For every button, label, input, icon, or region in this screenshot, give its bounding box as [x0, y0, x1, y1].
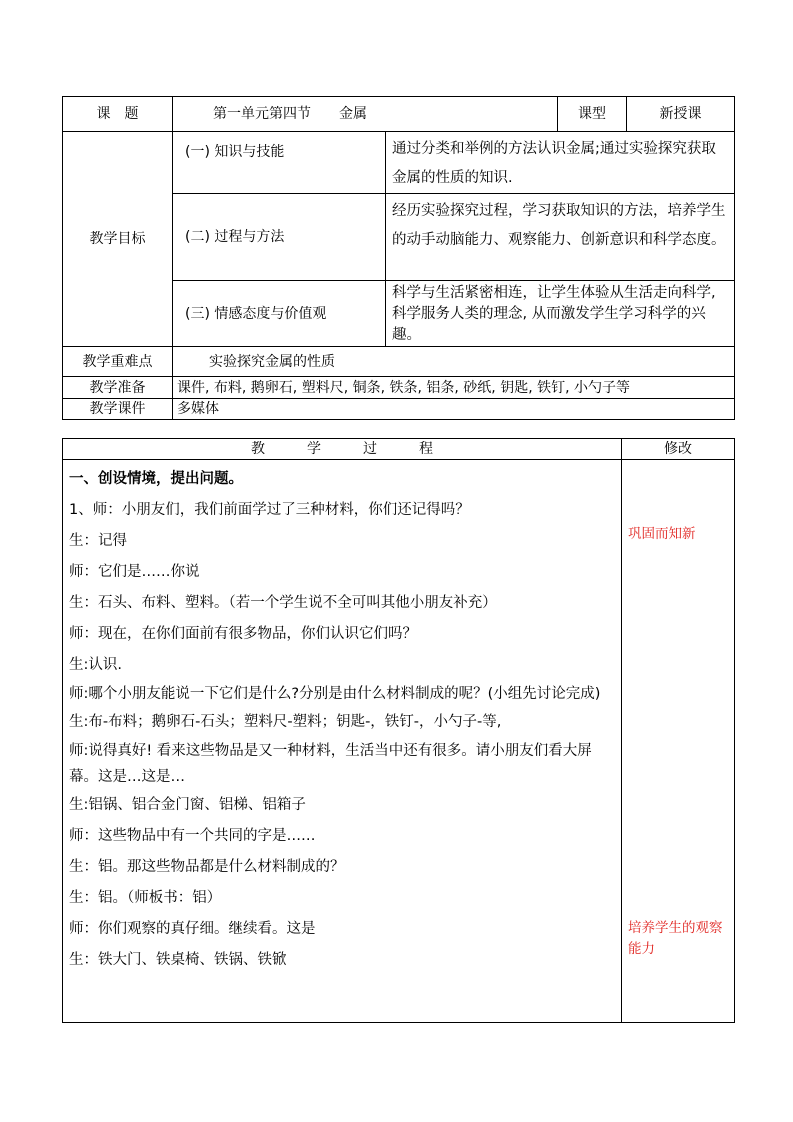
process-line: 生:认识. — [69, 657, 122, 673]
type-value: 新授课 — [627, 97, 735, 132]
objective-attitude-name: (三) 情感态度与价值观 — [173, 281, 386, 347]
process-header: 教 学 过 程 — [63, 439, 622, 460]
courseware-label: 教学课件 — [63, 399, 173, 420]
process-line: 师：你们观察的真仔细。继续看。这是 — [69, 921, 316, 937]
process-line: 师：现在，在你们面前有很多物品，你们认识它们吗？ — [69, 626, 417, 642]
revision-note: 培养学生的观察能力 — [628, 920, 723, 957]
revision-header: 修改 — [622, 439, 735, 460]
revision-notes — [622, 460, 735, 1023]
process-body — [63, 460, 622, 1023]
objective-knowledge-name: (一) 知识与技能 — [173, 132, 386, 194]
process-line: 1、师：小朋友们，我们前面学过了三种材料，你们还记得吗？ — [69, 502, 470, 518]
topic-label: 课 题 — [63, 97, 173, 132]
objective-process-name: (二) 过程与方法 — [173, 194, 386, 281]
key-points-value: 实验探究金属的性质 — [173, 347, 735, 377]
process-line: 生：记得 — [69, 533, 127, 549]
process-table — [62, 438, 735, 1023]
process-line: 生：铝。（师板书：铝） — [69, 890, 222, 906]
process-line: 生：铁大门、铁桌椅、铁锅、铁锨 — [69, 952, 287, 968]
process-line: 生：石头、布料、塑料。（若一个学生说不全可叫其他小朋友补充） — [69, 595, 497, 611]
objectives-label: 教学目标 — [63, 132, 173, 347]
objective-attitude-text: 科学与生活紧密相连，让学生体验从生活走向科学, 科学服务人类的理念, 从而激发学生学习科学的兴趣。 — [386, 281, 735, 347]
objective-knowledge-text: 通过分类和举例的方法认识金属;通过实验探究获取金属的性质的知识. — [386, 132, 735, 194]
preparation-value: 课件, 布料, 鹅卵石, 塑料尺, 铜条, 铁条, 铝条, 砂纸, 钥匙, 铁钉, 小勺子等 — [173, 377, 735, 399]
process-line: 师：这些物品中有一个共同的字是…… — [69, 828, 316, 844]
objective-process-text: 经历实验探究过程，学习获取知识的方法，培养学生的动手动脑能力、观察能力、创新意识和科学态度。 — [386, 194, 735, 281]
preparation-label: 教学准备 — [63, 377, 173, 399]
process-line: 生:布-布料；鹅卵石-石头；塑料尺-塑料；钥匙-，铁钉-，小勺子-等, — [69, 714, 502, 730]
process-line: 生：铝。那这些物品都是什么材料制成的？ — [69, 859, 345, 875]
process-line: 生:铝锅、铝合金门窗、铝梯、铝箱子 — [69, 797, 306, 813]
lesson-info-table — [62, 96, 735, 420]
process-line: 一、创设情境，提出问题。 — [69, 471, 243, 487]
revision-note: 巩固而知新 — [628, 526, 696, 542]
courseware-value: 多媒体 — [173, 399, 735, 420]
process-line: 师：它们是……你说 — [69, 564, 200, 580]
topic-value: 第一单元第四节 金属 — [173, 97, 558, 132]
process-line: 师:说得真好! 看来这些物品是又一种材料，生活当中还有很多。请小朋友们看大屏幕。这是…这是… — [69, 743, 592, 785]
type-label: 课型 — [558, 97, 627, 132]
process-line: 师:哪个小朋友能说一下它们是什么?分别是由什么材料制成的呢？(小组先讨论完成) — [69, 686, 601, 702]
key-points-label: 教学重难点 — [63, 347, 173, 377]
